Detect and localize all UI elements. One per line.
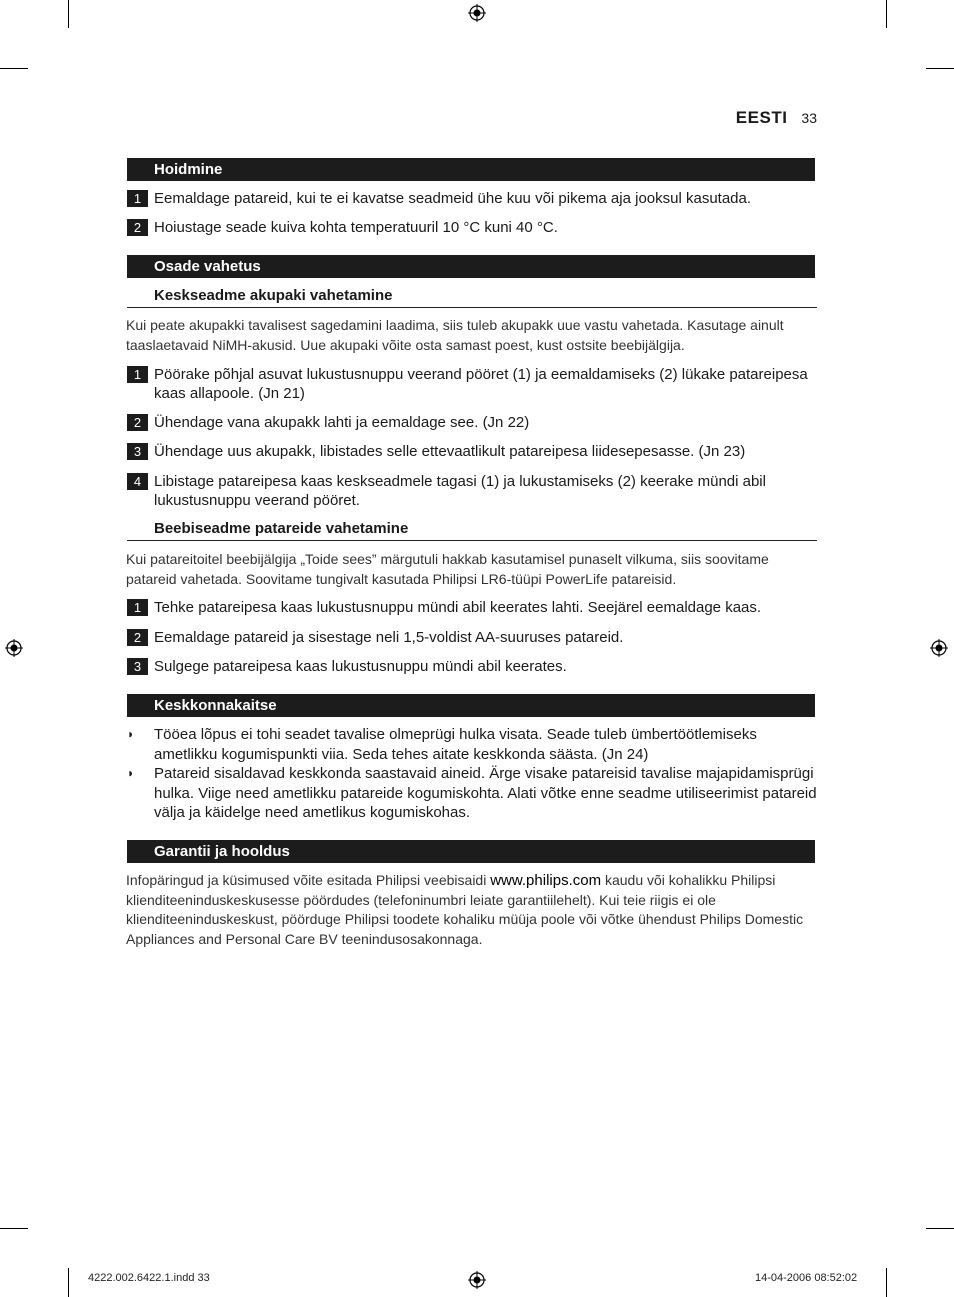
step-text: Ühendage vana akupakk lahti ja eemaldage see. (Jn 22) (154, 414, 530, 431)
crop-mark (886, 0, 887, 28)
step-number: 3 (127, 443, 148, 460)
step-text: Libistage patareipesa kaas keskseadmele tagasi (1) ja lukustamiseks (2) keerake mündi abil lukustusnuppu veerand pööret. (154, 473, 766, 509)
step-number: 2 (127, 629, 148, 646)
step-number: 1 (127, 599, 148, 616)
philips-website-link[interactable]: www.philips.com (490, 872, 602, 889)
section-title-keskkonnakaitse: Keskkonnakaitse (127, 694, 815, 717)
step-item (127, 472, 817, 510)
section-title-garantii: Garantii ja hooldus (127, 840, 815, 863)
section-title-osade-vahetus: Osade vahetus (127, 255, 815, 278)
bullet-text: Patareid sisaldavad keskkonda saastavaid aineid. Ärge visake patareisid tavalise majapidamisprügi hulka. Viige need ametlikku patareide kogumiskohta. Alati võtke enne seadme utiliseerimist patareid välja ja käidelge need ametlikus kogumiskohas. (154, 765, 817, 821)
step-text: Tehke patareipesa kaas lukustusnuppu mündi abil keerates lahti. Seejärel eemaldage kaas. (154, 599, 762, 616)
step-item (127, 365, 817, 403)
registration-mark-icon (468, 4, 486, 22)
step-number: 2 (127, 414, 148, 431)
footer-timestamp: 14-04-2006 08:52:02 (755, 1272, 858, 1284)
registration-mark-icon (5, 639, 23, 657)
step-item (127, 413, 817, 432)
page-header (0, 108, 817, 128)
step-item (127, 218, 817, 237)
step-item (127, 628, 817, 647)
section-title-hoidmine: Hoidmine (127, 158, 815, 181)
bullet-text: Tööea lõpus ei tohi seadet tavalise olmeprügi hulka visata. Seade tuleb ümbertöötlemiseks ametlikku kogumispunkti viia. Seda tehes aitate keskkonda säästa. (Jn 24) (154, 726, 757, 763)
footer-file-info: 4222.002.6422.1.indd 33 (88, 1272, 210, 1284)
step-text: Pöörake põhjal asuvat lukustusnuppu veerand pööret (1) ja eemaldamiseks (2) lükake patareipesa kaas allapoole. (Jn 21) (154, 366, 808, 402)
bullet-icon: ◗ (127, 766, 135, 780)
step-item (127, 442, 817, 461)
language-label: EESTI (735, 108, 788, 127)
step-item (127, 598, 817, 617)
list-item (127, 764, 817, 823)
step-number: 4 (127, 473, 148, 490)
registration-mark-icon (468, 1271, 486, 1289)
warranty-text: kaudu või kohalikku Philipsi klienditeeninduskeskusesse pöördudes (telefoninumbri leiate garantiilehelt). Kui teie riigis ei ole klienditeeninduskeskust, pöörduge Philipsi toodete kohaliku müüja poole või võtke ühendust Philips Domestic Appliances and Personal Care BV teenindusosakonnaga. (126, 872, 804, 947)
step-item (127, 657, 817, 676)
crop-mark (0, 68, 28, 69)
crop-mark (68, 0, 69, 28)
step-number: 1 (127, 190, 148, 207)
warranty-paragraph (126, 871, 806, 949)
crop-mark (926, 68, 954, 69)
step-item (127, 189, 817, 208)
step-text: Eemaldage patareid ja sisestage neli 1,5-voldist AA-suuruses patareid. (154, 629, 624, 646)
crop-mark (68, 1268, 69, 1297)
step-number: 3 (127, 658, 148, 675)
subsection-title: Beebiseadme patareide vahetamine (127, 519, 817, 541)
list-item (127, 725, 817, 764)
step-text: Hoiustage seade kuiva kohta temperatuuril 10 °C kuni 40 °C. (154, 219, 558, 236)
step-number: 1 (127, 366, 148, 383)
bullet-icon: ◗ (127, 727, 135, 741)
warranty-text: Infopäringud ja küsimused võite esitada Philipsi veebisaidi (126, 872, 491, 888)
registration-mark-icon (930, 639, 948, 657)
crop-mark (926, 1228, 954, 1229)
step-text: Sulgege patareipesa kaas lukustusnuppu mündi abil keerates. (154, 658, 567, 675)
page-number: 33 (801, 110, 817, 126)
step-text: Ühendage uus akupakk, libistades selle ettevaatlikult patareipesa liidesepesasse. (Jn 23) (154, 443, 746, 460)
step-text: Eemaldage patareid, kui te ei kavatse seadmeid ühe kuu või pikema aja jooksul kasutada. (154, 190, 752, 207)
subsection-title: Keskseadme akupaki vahetamine (127, 286, 817, 308)
intro-paragraph: Kui peate akupakki tavalisest sagedamini laadima, siis tuleb akupakk uue vastu vahetada. Kasutage ainult taaslaetavaid NiMH-akusid. Uue akupaki võite osta samast poest, kust ostsite beebijälgija. (126, 317, 784, 353)
step-number: 2 (127, 219, 148, 236)
intro-paragraph: Kui patareitoitel beebijälgija „Toide sees” märgutuli hakkab kasutamisel punaselt vilkuma, siis soovitame patareid vahetada. Soovitame tungivalt kasutada Philipsi LR6-tüüpi PowerLife patareisid. (126, 551, 769, 587)
crop-mark (886, 1268, 887, 1297)
crop-mark (0, 1228, 28, 1229)
